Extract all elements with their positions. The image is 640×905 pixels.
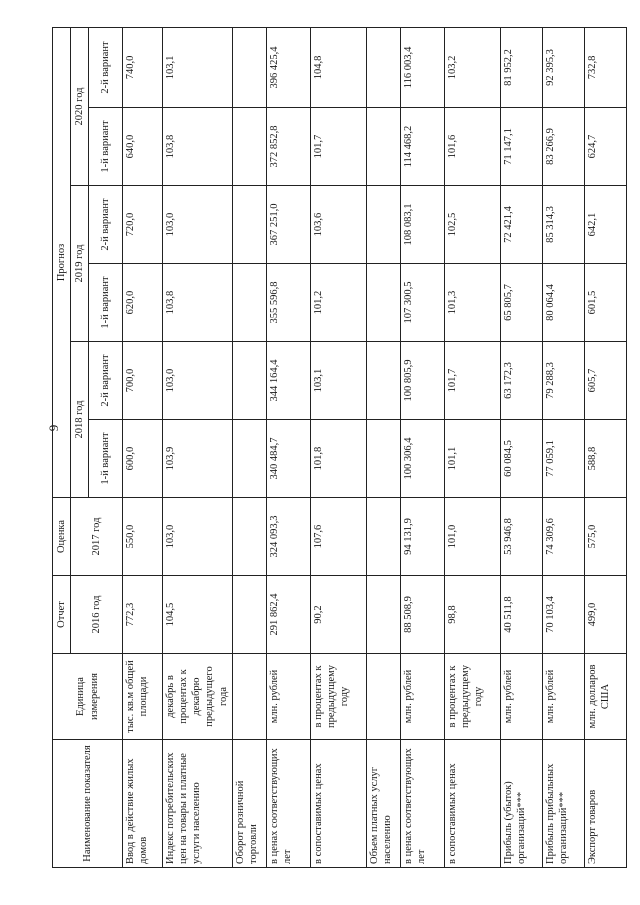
row-value bbox=[233, 420, 267, 498]
row-value bbox=[233, 108, 267, 186]
row-value: 107,6 bbox=[311, 498, 367, 576]
row-unit: млн. рублей bbox=[401, 654, 445, 740]
row-value: 101,6 bbox=[445, 108, 501, 186]
row-value: 103,0 bbox=[163, 186, 233, 264]
header-2018-v2: 2-й вариант bbox=[89, 342, 123, 420]
header-2020-v2: 2-й вариант bbox=[89, 27, 123, 107]
row-unit: декабрь в процентах к декабрю предыдущего года bbox=[163, 654, 233, 740]
row-value: 720,0 bbox=[123, 186, 163, 264]
row-value: 550,0 bbox=[123, 498, 163, 576]
row-value: 620,0 bbox=[123, 264, 163, 342]
row-value: 732,8 bbox=[585, 27, 627, 107]
header-2018: 2018 год bbox=[71, 342, 89, 498]
header-2019: 2019 год bbox=[71, 186, 89, 342]
row-value: 103,8 bbox=[163, 264, 233, 342]
table-row bbox=[267, 27, 311, 867]
row-unit bbox=[367, 654, 401, 740]
row-name: в ценах соответствующих лет bbox=[267, 740, 311, 868]
row-value: 74 309,6 bbox=[543, 498, 585, 576]
row-value: 65 805,7 bbox=[501, 264, 543, 342]
row-value bbox=[367, 27, 401, 107]
row-value bbox=[233, 186, 267, 264]
table-row bbox=[123, 27, 163, 867]
row-value: 72 421,4 bbox=[501, 186, 543, 264]
row-value: 70 103,4 bbox=[543, 576, 585, 654]
row-unit: млн. рублей bbox=[501, 654, 543, 740]
row-value bbox=[233, 264, 267, 342]
page-number: 9 bbox=[46, 424, 61, 432]
header-unit: Единица измерения bbox=[53, 654, 123, 740]
table-row bbox=[367, 27, 401, 867]
row-value bbox=[367, 108, 401, 186]
row-value bbox=[367, 264, 401, 342]
row-value: 100 306,4 bbox=[401, 420, 445, 498]
row-name: Индекс потребительских цен на товары и платные услуги населению bbox=[163, 740, 233, 868]
header-2017: 2017 год bbox=[71, 498, 123, 576]
row-value: 624,7 bbox=[585, 108, 627, 186]
row-name: Оборот розничной торговли bbox=[233, 740, 267, 868]
row-value: 344 164,4 bbox=[267, 342, 311, 420]
row-value: 575,0 bbox=[585, 498, 627, 576]
row-value: 103,0 bbox=[163, 342, 233, 420]
row-value: 605,7 bbox=[585, 342, 627, 420]
row-value: 83 266,9 bbox=[543, 108, 585, 186]
row-value: 103,0 bbox=[163, 498, 233, 576]
row-value bbox=[367, 186, 401, 264]
row-unit: млн. долларов США bbox=[585, 654, 627, 740]
row-value: 63 172,3 bbox=[501, 342, 543, 420]
row-name: Прибыль (убыток) организаций*** bbox=[501, 740, 543, 868]
row-value: 71 147,1 bbox=[501, 108, 543, 186]
row-value bbox=[367, 576, 401, 654]
row-value: 80 064,4 bbox=[543, 264, 585, 342]
row-value: 101,2 bbox=[311, 264, 367, 342]
forecast-table bbox=[52, 27, 627, 868]
header-2018-v1: 1-й вариант bbox=[89, 420, 123, 498]
row-value: 77 059,1 bbox=[543, 420, 585, 498]
row-value: 94 131,9 bbox=[401, 498, 445, 576]
row-value: 600,0 bbox=[123, 420, 163, 498]
row-value bbox=[367, 342, 401, 420]
header-2019-v2: 2-й вариант bbox=[89, 186, 123, 264]
row-value: 601,5 bbox=[585, 264, 627, 342]
row-name: в сопоставимых ценах bbox=[311, 740, 367, 868]
row-value: 640,0 bbox=[123, 108, 163, 186]
header-estimate: Оценка bbox=[53, 498, 71, 576]
header-report: Отчет bbox=[53, 576, 71, 654]
row-value bbox=[367, 498, 401, 576]
row-value: 98,8 bbox=[445, 576, 501, 654]
row-value: 103,8 bbox=[163, 108, 233, 186]
row-value: 101,7 bbox=[311, 108, 367, 186]
table-row bbox=[311, 27, 367, 867]
row-value: 499,0 bbox=[585, 576, 627, 654]
row-unit: тыс. кв.м общей площади bbox=[123, 654, 163, 740]
table-row bbox=[401, 27, 445, 867]
row-value bbox=[233, 498, 267, 576]
row-value: 85 314,3 bbox=[543, 186, 585, 264]
row-value: 588,8 bbox=[585, 420, 627, 498]
row-value bbox=[233, 27, 267, 107]
row-value: 102,5 bbox=[445, 186, 501, 264]
row-value: 53 946,8 bbox=[501, 498, 543, 576]
table-body bbox=[123, 27, 627, 867]
header-forecast: Прогноз bbox=[53, 27, 71, 497]
row-value: 700,0 bbox=[123, 342, 163, 420]
row-unit: млн. рублей bbox=[543, 654, 585, 740]
row-value: 116 003,4 bbox=[401, 27, 445, 107]
table-row bbox=[585, 27, 627, 867]
row-value: 108 083,1 bbox=[401, 186, 445, 264]
row-unit bbox=[233, 654, 267, 740]
row-value: 60 084,5 bbox=[501, 420, 543, 498]
row-value: 291 862,4 bbox=[267, 576, 311, 654]
row-name: Ввод в действие жилых домов bbox=[123, 740, 163, 868]
header-2016: 2016 год bbox=[71, 576, 123, 654]
row-value: 396 425,4 bbox=[267, 27, 311, 107]
row-value: 103,1 bbox=[163, 27, 233, 107]
row-value: 79 288,3 bbox=[543, 342, 585, 420]
row-value bbox=[233, 576, 267, 654]
row-value: 101,3 bbox=[445, 264, 501, 342]
forecast-table-rotated bbox=[52, 28, 612, 868]
table-row bbox=[445, 27, 501, 867]
row-value: 100 805,9 bbox=[401, 342, 445, 420]
row-value: 103,6 bbox=[311, 186, 367, 264]
table-row bbox=[543, 27, 585, 867]
row-value: 92 395,3 bbox=[543, 27, 585, 107]
row-value bbox=[233, 342, 267, 420]
row-value: 355 596,8 bbox=[267, 264, 311, 342]
row-value: 372 852,8 bbox=[267, 108, 311, 186]
header-2020-v1: 1-й вариант bbox=[89, 108, 123, 186]
table-row bbox=[163, 27, 233, 867]
row-value: 103,1 bbox=[311, 342, 367, 420]
row-value: 340 484,7 bbox=[267, 420, 311, 498]
row-value: 642,1 bbox=[585, 186, 627, 264]
row-value: 88 508,9 bbox=[401, 576, 445, 654]
row-value: 104,5 bbox=[163, 576, 233, 654]
row-name: в сопоставимых ценах bbox=[445, 740, 501, 868]
row-value: 101,0 bbox=[445, 498, 501, 576]
row-value bbox=[367, 420, 401, 498]
header-2019-v1: 1-й вариант bbox=[89, 264, 123, 342]
row-value: 367 251,0 bbox=[267, 186, 311, 264]
row-name: Объем платных услуг населению bbox=[367, 740, 401, 868]
header-name: Наименование показателя bbox=[53, 740, 123, 868]
row-unit: в процентах к предыдущему году bbox=[445, 654, 501, 740]
table-row bbox=[233, 27, 267, 867]
row-value: 114 468,2 bbox=[401, 108, 445, 186]
row-value: 104,8 bbox=[311, 27, 367, 107]
row-value: 40 511,8 bbox=[501, 576, 543, 654]
row-name: Прибыль прибыльных организаций*** bbox=[543, 740, 585, 868]
row-name: в ценах соответствующих лет bbox=[401, 740, 445, 868]
row-name: Экспорт товаров bbox=[585, 740, 627, 868]
row-value: 101,7 bbox=[445, 342, 501, 420]
row-value: 107 300,5 bbox=[401, 264, 445, 342]
row-value: 103,2 bbox=[445, 27, 501, 107]
row-value: 90,2 bbox=[311, 576, 367, 654]
row-value: 103,9 bbox=[163, 420, 233, 498]
row-value: 324 093,3 bbox=[267, 498, 311, 576]
row-value: 101,8 bbox=[311, 420, 367, 498]
header-2020: 2020 год bbox=[71, 27, 89, 185]
row-value: 81 952,2 bbox=[501, 27, 543, 107]
row-unit: млн. рублей bbox=[267, 654, 311, 740]
row-unit: в процентах к предыдущему году bbox=[311, 654, 367, 740]
row-value: 772,3 bbox=[123, 576, 163, 654]
row-value: 740,0 bbox=[123, 27, 163, 107]
row-value: 101,1 bbox=[445, 420, 501, 498]
table-row bbox=[501, 27, 543, 867]
